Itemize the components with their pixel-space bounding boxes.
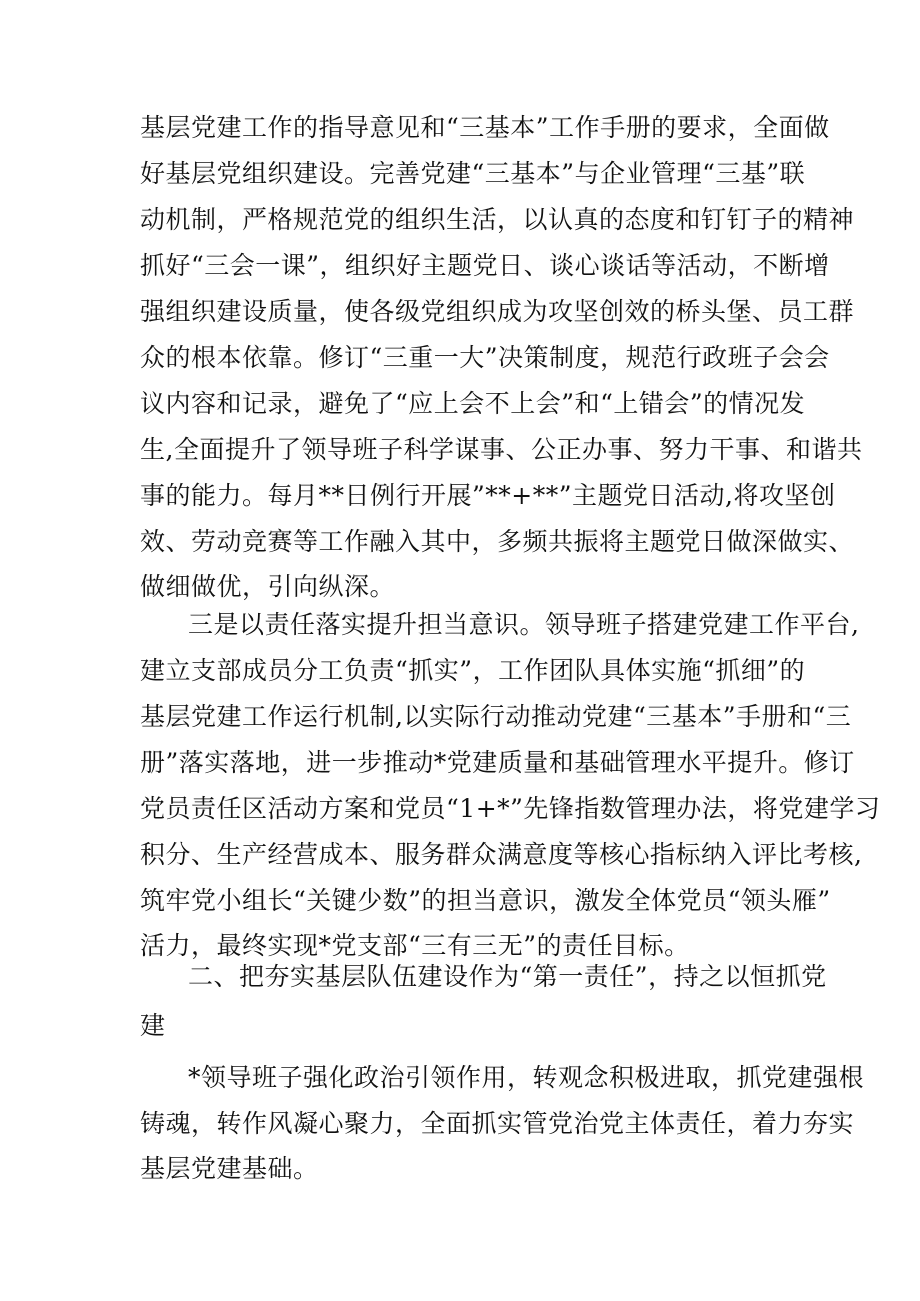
heading-line: 建 <box>140 1011 166 1040</box>
text-line: 事的能力。每月**日例行开展”**+**”主题党日活动,将攻坚创 <box>140 481 836 510</box>
text-line: 基层党建工作的指导意见和“三基本”工作手册的要求，全面做 <box>140 113 830 142</box>
text-line: 议内容和记录，避免了“应上会不上会”和“上错会”的情况发 <box>140 389 806 418</box>
text-line: 三是以责任落实提升担当意识。领导班子搭建党建工作平台, <box>188 610 860 639</box>
text-line: 党员责任区活动方案和党员“1+*”先锋指数管理办法，将党建学习 <box>140 794 881 823</box>
text-line: 活力，最终实现*党支部“三有三无”的责任目标。 <box>140 931 690 960</box>
text-line: 筑牢党小组长“关键少数”的担当意识，激发全体党员“领头雁” <box>140 886 831 915</box>
text-line: 册”落实落地，进一步推动*党建质量和基础管理水平提升。修订 <box>140 748 855 777</box>
text-line: 铸魂，转作风凝心聚力，全面抓实管党治党主体责任，着力夯实 <box>140 1109 855 1138</box>
text-line: 效、劳动竞赛等工作融入其中，多频共振将主题党日做深做实、 <box>140 527 855 556</box>
text-line: 积分、生产经营成本、服务群众满意度等核心指标纳入评比考核, <box>140 840 863 869</box>
text-line: 强组织建设质量，使各级党组织成为攻坚创效的桥头堡、员工群 <box>140 297 855 326</box>
text-line: 动机制，严格规范党的组织生活，以认真的态度和钉钉子的精神 <box>140 205 855 234</box>
text-line: 做细做优，引向纵深。 <box>140 572 396 601</box>
text-line: 基层党建工作运行机制,以实际行动推动党建“三基本”手册和“三 <box>140 702 852 731</box>
text-line: 生,全面提升了领导班子科学谋事、公正办事、努力干事、和谐共 <box>140 435 863 464</box>
text-line: 建立支部成员分工负责“抓实”，工作团队具体实施“抓细”的 <box>140 656 806 685</box>
text-line: 抓好“三会一课”，组织好主题党日、谈心谈话等活动，不断增 <box>140 251 830 280</box>
text-line: 基层党建基础。 <box>140 1154 319 1183</box>
text-line: 众的根本依靠。修订“三重一大”决策制度，规范行政班子会会 <box>140 343 830 372</box>
heading-line: 二、把夯实基层队伍建设作为“第一责任”，持之以恒抓党 <box>188 962 827 991</box>
text-line: *领导班子强化政治引领作用，转观念积极进取，抓党建强根 <box>188 1063 865 1092</box>
text-line: 好基层党组织建设。完善党建“三基本”与企业管理“三基”联 <box>140 159 806 188</box>
